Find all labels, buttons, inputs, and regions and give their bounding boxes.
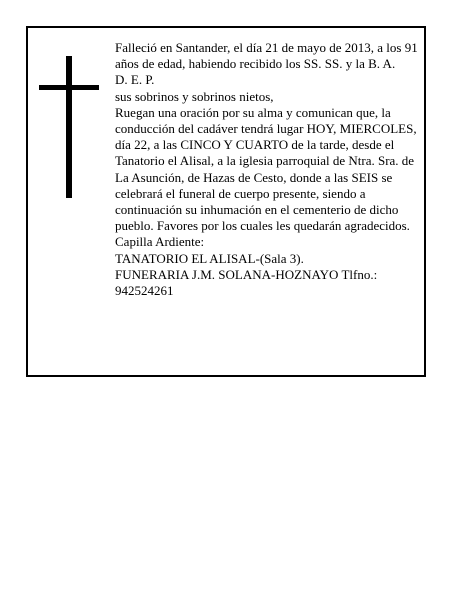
chapel-location: TANATORIO EL ALISAL-(Sala 3). bbox=[115, 250, 304, 266]
rest-in-peace: D. E. P. bbox=[115, 72, 155, 88]
cross-icon bbox=[39, 56, 99, 198]
mourners: sus sobrinos y sobrinos nietos, bbox=[115, 88, 274, 104]
cross-horizontal-bar bbox=[39, 85, 99, 90]
funeral-home-contact: FUNERARIA J.M. SOLANA-HOZNAYO Tlfno.: 942524261 bbox=[115, 266, 378, 299]
notice-text bbox=[115, 40, 420, 299]
funeral-details: Ruegan una oración por su alma y comunican que, la conducción del cadáver tendrá lugar HOY, MIERCOLES, día 22, a las CINCO Y CUARTO de la tarde, desde el Tanatorio el Alisal, a la iglesia parroquial de Ntra. Sra. de La Asunción, de Hazas de Cesto, donde a las SEIS se celebrará el funeral de cuerpo presente, siendo a continuación su inhumación en el cementerio de dicho pueblo. Favores por los cuales les quedarán agradecidos. Capilla Ardiente: bbox=[115, 104, 417, 250]
obituary-notice bbox=[26, 26, 426, 377]
death-announcement: Falleció en Santander, el día 21 de mayo de 2013, a los 91 años de edad, habiendo recibido los SS. SS. y la B. A. bbox=[115, 40, 418, 72]
cross-vertical-bar bbox=[66, 56, 72, 198]
